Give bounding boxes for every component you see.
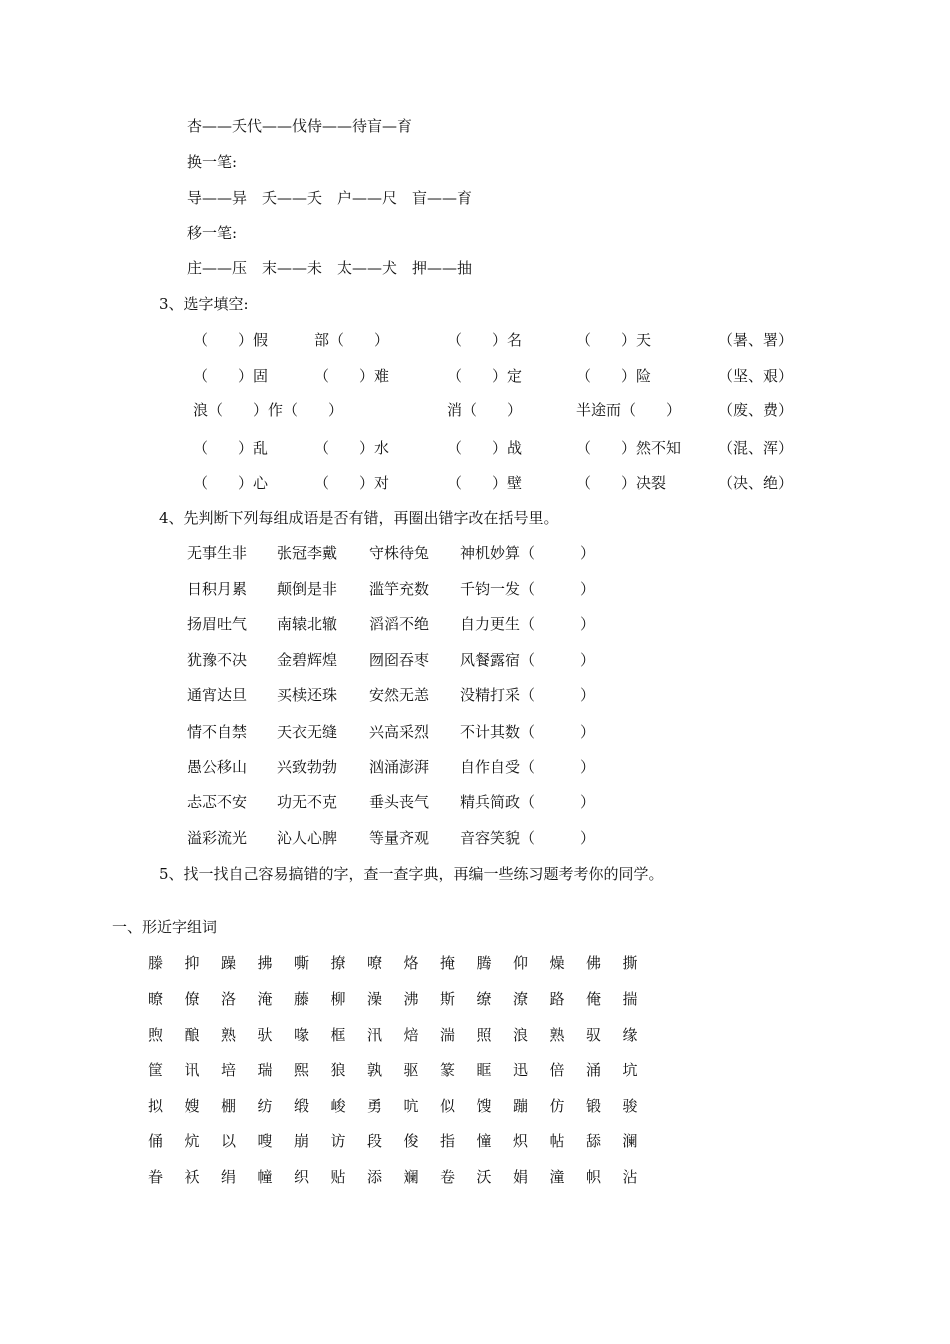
character-cell: 熟 xyxy=(221,1026,237,1044)
idiom-cell: 千钧一发（ ） xyxy=(460,580,596,598)
intro-line: 换一笔: xyxy=(187,153,238,171)
character-cell: 滕 xyxy=(148,954,164,972)
character-cell: 憧 xyxy=(476,1132,492,1150)
character-cell: 棚 xyxy=(221,1097,237,1115)
fill-blank-cell: （ ）水 xyxy=(314,439,390,457)
section4-title: 4、先判断下列每组成语是否有错，再圈出错字改在括号里。 xyxy=(159,509,559,527)
choice-pair: （混、浑） xyxy=(718,439,794,457)
idiom-cell: 自力更生（ ） xyxy=(460,615,596,633)
idiom-cell: 不计其数（ ） xyxy=(460,723,596,741)
character-cell: 迅 xyxy=(513,1061,529,1079)
character-cell: 驭 xyxy=(586,1026,602,1044)
character-cell: 帜 xyxy=(586,1168,602,1186)
character-cell: 嘹 xyxy=(367,954,383,972)
fill-blank-cell: （ ）壁 xyxy=(447,474,523,492)
fill-blank-cell: （ ）然不知 xyxy=(576,439,682,457)
character-cell: 澡 xyxy=(367,990,383,1008)
character-cell: 峻 xyxy=(330,1097,346,1115)
character-cell: 喙 xyxy=(294,1026,310,1044)
character-cell: 卷 xyxy=(440,1168,456,1186)
character-cell: 照 xyxy=(476,1026,492,1044)
character-cell: 吭 xyxy=(403,1097,419,1115)
idiom-cell: 等量齐观 xyxy=(369,829,430,847)
character-cell: 崩 xyxy=(294,1132,310,1150)
character-cell: 嗖 xyxy=(257,1132,273,1150)
character-cell: 添 xyxy=(367,1168,383,1186)
character-cell: 揣 xyxy=(622,990,638,1008)
idiom-cell: 南辕北辙 xyxy=(277,615,338,633)
character-cell: 拟 xyxy=(148,1097,164,1115)
idiom-cell: 垂头丧气 xyxy=(369,793,430,811)
character-cell: 馊 xyxy=(476,1097,492,1115)
character-cell: 坑 xyxy=(622,1061,638,1079)
idiom-cell: 通宵达旦 xyxy=(187,686,248,704)
character-cell: 瑞 xyxy=(257,1061,273,1079)
fill-blank-cell: 消（ ） xyxy=(447,401,523,419)
idiom-cell: 兴致勃勃 xyxy=(277,758,338,776)
idiom-cell: 滔滔不绝 xyxy=(369,615,430,633)
character-cell: 抑 xyxy=(184,954,200,972)
character-cell: 俺 xyxy=(586,990,602,1008)
character-cell: 撩 xyxy=(330,954,346,972)
fill-blank-cell: 半途而（ ） xyxy=(576,401,682,419)
character-cell: 仰 xyxy=(513,954,529,972)
fill-blank-cell: （ ）心 xyxy=(193,474,269,492)
character-cell: 倍 xyxy=(549,1061,565,1079)
intro-line: 移一笔: xyxy=(187,224,238,242)
idiom-cell: 情不自禁 xyxy=(187,723,248,741)
character-cell: 烙 xyxy=(403,954,419,972)
character-cell: 蹦 xyxy=(513,1097,529,1115)
intro-line: 庄——压 末——未 太——犬 押——抽 xyxy=(187,259,473,277)
character-cell: 暸 xyxy=(148,990,164,1008)
character-cell: 绢 xyxy=(221,1168,237,1186)
character-cell: 路 xyxy=(549,990,565,1008)
character-cell: 藤 xyxy=(294,990,310,1008)
idiom-cell: 滥竽充数 xyxy=(369,580,430,598)
character-cell: 俑 xyxy=(148,1132,164,1150)
character-cell: 眷 xyxy=(148,1168,164,1186)
character-cell: 眶 xyxy=(476,1061,492,1079)
character-cell: 孰 xyxy=(367,1061,383,1079)
character-cell: 指 xyxy=(440,1132,456,1150)
character-cell: 框 xyxy=(330,1026,346,1044)
idiom-cell: 无事生非 xyxy=(187,544,248,562)
character-cell: 篆 xyxy=(440,1061,456,1079)
character-cell: 访 xyxy=(330,1132,346,1150)
fill-blank-cell: （ ）乱 xyxy=(193,439,269,457)
character-cell: 涌 xyxy=(586,1061,602,1079)
fill-blank-cell: （ ）假 xyxy=(193,331,269,349)
fill-blank-cell: 部（ ） xyxy=(314,331,390,349)
fill-blank-cell: （ ）定 xyxy=(447,367,523,385)
fill-blank-cell: （ ）险 xyxy=(576,367,652,385)
idiom-cell: 愚公移山 xyxy=(187,758,248,776)
fill-blank-cell: （ ）对 xyxy=(314,474,390,492)
character-cell: 帖 xyxy=(549,1132,565,1150)
character-cell: 淹 xyxy=(257,990,273,1008)
character-cell: 熟 xyxy=(549,1026,565,1044)
character-cell: 幢 xyxy=(257,1168,273,1186)
character-cell: 僚 xyxy=(184,990,200,1008)
idiom-cell: 颠倒是非 xyxy=(277,580,338,598)
character-cell: 斓 xyxy=(403,1168,419,1186)
character-cell: 缭 xyxy=(476,990,492,1008)
character-cell: 炽 xyxy=(513,1132,529,1150)
idiom-cell: 自作自受（ ） xyxy=(460,758,596,776)
character-cell: 缎 xyxy=(294,1097,310,1115)
choice-pair: （坚、艰） xyxy=(718,367,794,385)
character-cell: 潼 xyxy=(549,1168,565,1186)
character-cell: 沸 xyxy=(403,990,419,1008)
idiom-cell: 功无不克 xyxy=(277,793,338,811)
idiom-cell: 天衣无缝 xyxy=(277,723,338,741)
character-cell: 湍 xyxy=(440,1026,456,1044)
idiom-cell: 忐忑不安 xyxy=(187,793,248,811)
fill-blank-cell: （ ）固 xyxy=(193,367,269,385)
character-cell: 贴 xyxy=(330,1168,346,1186)
character-cell: 娟 xyxy=(513,1168,529,1186)
character-cell: 酿 xyxy=(184,1026,200,1044)
character-cell: 培 xyxy=(221,1061,237,1079)
character-cell: 撕 xyxy=(622,954,638,972)
character-cell: 锻 xyxy=(586,1097,602,1115)
character-cell: 炕 xyxy=(184,1132,200,1150)
section5-title: 5、找一找自己容易搞错的字，查一查字典，再编一些练习题考考你的同学。 xyxy=(159,865,664,883)
character-cell: 澜 xyxy=(622,1132,638,1150)
choice-pair: （决、绝） xyxy=(718,474,794,492)
choice-pair: （废、费） xyxy=(718,401,794,419)
character-cell: 浪 xyxy=(513,1026,529,1044)
fill-blank-cell: （ ）决裂 xyxy=(576,474,667,492)
character-cell: 焙 xyxy=(403,1026,419,1044)
character-cell: 佛 xyxy=(586,954,602,972)
fill-blank-cell: （ ）天 xyxy=(576,331,652,349)
character-cell: 骏 xyxy=(622,1097,638,1115)
character-cell: 狼 xyxy=(330,1061,346,1079)
idiom-cell: 风餐露宿（ ） xyxy=(460,651,596,669)
idiom-cell: 金碧辉煌 xyxy=(277,651,338,669)
fill-blank-cell: （ ）名 xyxy=(447,331,523,349)
idiom-cell: 买椟还珠 xyxy=(277,686,338,704)
idiom-cell: 沁人心脾 xyxy=(277,829,338,847)
idiom-cell: 日积月累 xyxy=(187,580,248,598)
character-cell: 纺 xyxy=(257,1097,273,1115)
character-cell: 舔 xyxy=(586,1132,602,1150)
character-cell: 驱 xyxy=(403,1061,419,1079)
section3-title: 3、选字填空: xyxy=(159,295,249,313)
character-cell: 勇 xyxy=(367,1097,383,1115)
character-cell: 嫂 xyxy=(184,1097,200,1115)
character-cell: 潦 xyxy=(513,990,529,1008)
character-cell: 柳 xyxy=(330,990,346,1008)
part1-title: 一、形近字组词 xyxy=(112,918,218,936)
fill-blank-cell: （ ）战 xyxy=(447,439,523,457)
idiom-cell: 溢彩流光 xyxy=(187,829,248,847)
character-cell: 似 xyxy=(440,1097,456,1115)
intro-line: 杏——夭代——伐侍——待盲—育 xyxy=(187,117,413,135)
idiom-cell: 囫囵吞枣 xyxy=(369,651,430,669)
idiom-cell: 犹豫不决 xyxy=(187,651,248,669)
character-cell: 拂 xyxy=(257,954,273,972)
character-cell: 织 xyxy=(294,1168,310,1186)
character-cell: 段 xyxy=(367,1132,383,1150)
character-cell: 俊 xyxy=(403,1132,419,1150)
character-cell: 腾 xyxy=(476,954,492,972)
character-cell: 洛 xyxy=(221,990,237,1008)
idiom-cell: 张冠李戴 xyxy=(277,544,338,562)
character-cell: 筐 xyxy=(148,1061,164,1079)
character-cell: 沃 xyxy=(476,1168,492,1186)
intro-line: 导——异 夭——夭 户——尺 盲——育 xyxy=(187,189,473,207)
idiom-cell: 精兵简政（ ） xyxy=(460,793,596,811)
character-cell: 躁 xyxy=(221,954,237,972)
character-cell: 燥 xyxy=(549,954,565,972)
idiom-cell: 安然无恙 xyxy=(369,686,430,704)
character-cell: 仿 xyxy=(549,1097,565,1115)
character-cell: 汛 xyxy=(367,1026,383,1044)
choice-pair: （暑、署） xyxy=(718,331,794,349)
idiom-cell: 扬眉吐气 xyxy=(187,615,248,633)
character-cell: 驮 xyxy=(257,1026,273,1044)
idiom-cell: 神机妙算（ ） xyxy=(460,544,596,562)
character-cell: 嘶 xyxy=(294,954,310,972)
character-cell: 讯 xyxy=(184,1061,200,1079)
idiom-cell: 没精打采（ ） xyxy=(460,686,596,704)
character-cell: 煦 xyxy=(148,1026,164,1044)
idiom-cell: 守株待兔 xyxy=(369,544,430,562)
character-cell: 袄 xyxy=(184,1168,200,1186)
character-cell: 熙 xyxy=(294,1061,310,1079)
character-cell: 缘 xyxy=(622,1026,638,1044)
character-cell: 以 xyxy=(221,1132,237,1150)
fill-blank-cell: 浪（ ）作（ ） xyxy=(193,401,344,419)
idiom-cell: 兴高采烈 xyxy=(369,723,430,741)
idiom-cell: 音容笑貌（ ） xyxy=(460,829,596,847)
character-cell: 沾 xyxy=(622,1168,638,1186)
fill-blank-cell: （ ）难 xyxy=(314,367,390,385)
character-cell: 掩 xyxy=(440,954,456,972)
character-cell: 斯 xyxy=(440,990,456,1008)
idiom-cell: 汹涌澎湃 xyxy=(369,758,430,776)
